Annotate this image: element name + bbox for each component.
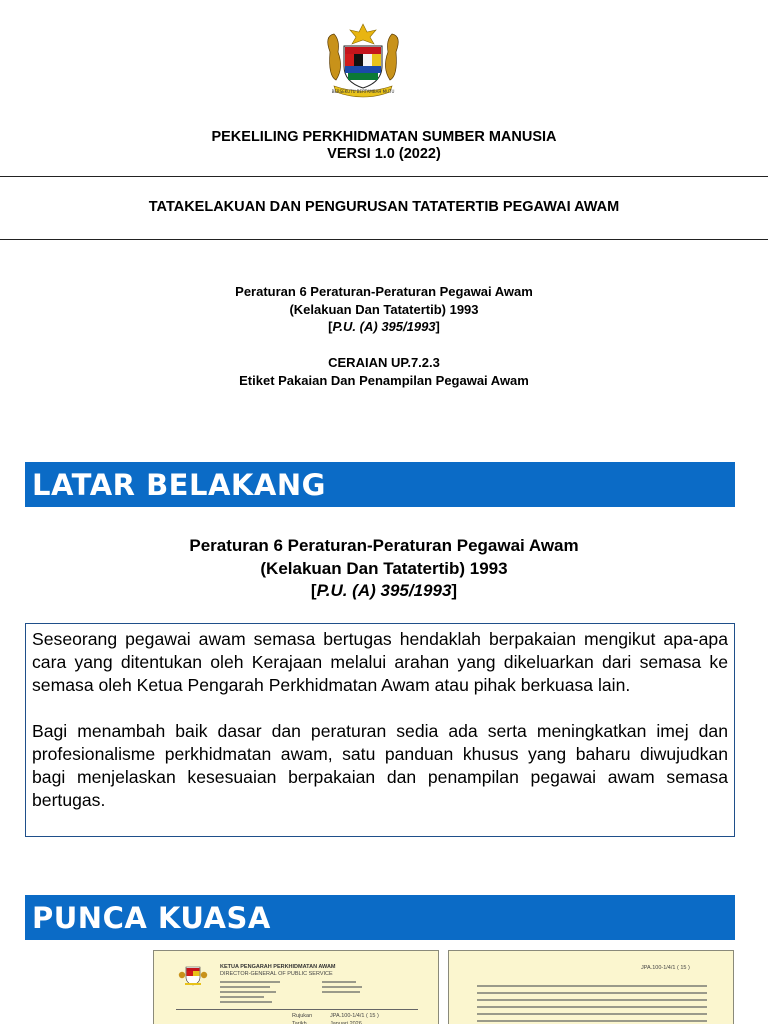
- document-title-line1: PEKELILING PERKHIDMATAN SUMBER MANUSIA: [211, 129, 557, 145]
- thumb1-text-line: [220, 981, 280, 983]
- thumb1-title2: DIRECTOR-GENERAL OF PUBLIC SERVICE: [220, 971, 333, 977]
- thumb1-value2: Januari 2026: [330, 1021, 362, 1024]
- latar-regulation-reference: [0, 535, 768, 603]
- thumb1-text-line: [322, 981, 356, 983]
- divider-bottom: [0, 239, 768, 240]
- document-version: VERSI 1.0 (2022): [327, 146, 441, 162]
- thumb2-ref: JPA.100-1/4/1 ( 15 ): [641, 965, 690, 971]
- latar-regulation-line1: Peraturan 6 Peraturan-Peraturan Pegawai Awam: [189, 536, 579, 555]
- crest-mini-icon: [178, 963, 208, 987]
- latar-regulation-ref: P.U. (A) 395/1993: [316, 581, 452, 600]
- section-heading-punca-kuasa: PUNCA KUASA: [25, 895, 735, 940]
- section-heading-latar-belakang: LATAR BELAKANG: [25, 462, 735, 507]
- svg-text:BERSEKUTU BERTAMBAH MUTU: BERSEKUTU BERTAMBAH MUTU: [331, 89, 395, 94]
- thumb1-text-line: [220, 991, 276, 993]
- regulation-line2: (Kelakuan Dan Tatatertib) 1993: [289, 301, 479, 317]
- regulation-line1: Peraturan 6 Peraturan-Peraturan Pegawai Awam: [235, 284, 533, 299]
- thumb1-text-line: [322, 991, 360, 993]
- thumb2-text-line: [477, 985, 707, 987]
- latar-regulation-ref-line: [P.U. (A) 395/1993]: [310, 581, 458, 600]
- latar-paragraph-2: Bagi menambah baik dasar dan peraturan sedia ada serta meningkatkan imej dan profesionalisme perkhidmatan awam, satu panduan khusus yang baharu diwujudkan bagi menjelaskan kesesuaian berpakaian dan penampilan pegawai awam semasa bertugas.: [32, 721, 728, 810]
- thumb1-label1: Rujukan: [292, 1013, 313, 1019]
- thumb1-text-line: [322, 986, 362, 988]
- thumb2-text-line: [477, 1013, 707, 1015]
- thumb1-text-line: [220, 1001, 272, 1003]
- ceraian-code: CERAIAN UP.7.2.3: [328, 355, 440, 370]
- circular-letter-thumbnail-1[interactable]: [153, 950, 439, 1024]
- latar-text-box: [25, 623, 735, 837]
- thumb1-value1: JPA.100-1/4/1 ( 15 ): [330, 1013, 379, 1019]
- thumb1-title1: KETUA PENGARAH PERKHIDMATAN AWAM: [220, 964, 336, 970]
- circular-letter-thumbnail-2[interactable]: [448, 950, 734, 1024]
- thumb1-text-line: [220, 986, 270, 988]
- malaysia-coat-of-arms-icon: [314, 22, 412, 100]
- thumb1-label2: Tarikh: [292, 1021, 307, 1024]
- latar-paragraph-1: Seseorang pegawai awam semasa bertugas hendaklah berpakaian mengikut apa-apa cara yang ditentukan oleh Kerajaan melalui arahan yang dikeluarkan dari semasa ke semasa oleh Ketua Pengarah Perkhidmatan Awam atau pihak berkuasa lain.: [32, 629, 728, 695]
- thumb2-text-line: [477, 992, 707, 994]
- thumb2-text-line: [477, 999, 707, 1001]
- thumb1-divider: [176, 1009, 418, 1010]
- ceraian-block: [0, 354, 768, 389]
- regulation-reference: [0, 283, 768, 336]
- thumb2-text-line: [477, 1020, 707, 1022]
- document-subject: TATAKELAKUAN DAN PENGURUSAN TATATERTIB PEGAWAI AWAM: [148, 199, 620, 215]
- regulation-ref-line: [P.U. (A) 395/1993]: [328, 319, 440, 334]
- divider-top: [0, 176, 768, 177]
- thumb2-text-line: [477, 1006, 707, 1008]
- document-title: [0, 129, 768, 163]
- thumb1-text-line: [220, 996, 264, 998]
- latar-regulation-line2: (Kelakuan Dan Tatatertib) 1993: [260, 558, 508, 578]
- ceraian-title: Etiket Pakaian Dan Penampilan Pegawai Awam: [239, 372, 529, 388]
- regulation-ref: P.U. (A) 395/1993: [332, 319, 436, 334]
